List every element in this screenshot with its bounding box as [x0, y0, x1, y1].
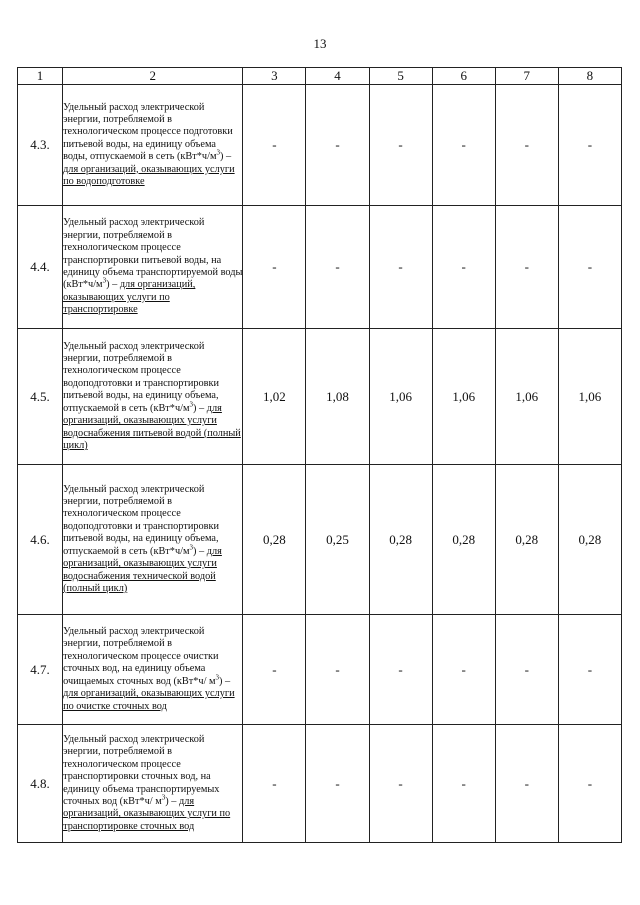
table-row [18, 85, 622, 206]
row-description [63, 615, 243, 725]
value-cell: - [369, 725, 432, 843]
indicators-table [17, 67, 622, 843]
value-cell: 0,28 [243, 465, 306, 615]
description-text: ) – [193, 402, 207, 414]
description-text: Удельный расход электрической энергии, потребляемой в технологическом процессе очистки сточных вод, на единицу объема очищаемых сточных вод (кВт*ч/ м [63, 626, 219, 687]
description-text: ) – [165, 795, 179, 807]
header-cell: 2 [63, 68, 243, 85]
value-cell: - [243, 85, 306, 206]
value-cell: - [558, 206, 621, 329]
value-cell: - [306, 206, 369, 329]
value-cell: - [495, 206, 558, 329]
value-cell: 0,28 [369, 465, 432, 615]
value-cell: 1,06 [432, 329, 495, 465]
value-cell: - [369, 85, 432, 206]
row-description [63, 725, 243, 843]
header-cell: 7 [495, 68, 558, 85]
row-description [63, 206, 243, 329]
description-underlined: для организаций, оказывающих услуги по транспортировке сточных вод [63, 795, 231, 832]
superscript: 3 [102, 276, 107, 285]
value-cell: - [243, 206, 306, 329]
superscript: 3 [161, 793, 166, 802]
value-cell: 0,28 [432, 465, 495, 615]
table-row [18, 329, 622, 465]
value-cell: - [432, 206, 495, 329]
superscript: 3 [216, 148, 220, 157]
description-text: ) – [193, 545, 207, 557]
value-cell: - [306, 85, 369, 206]
value-cell: - [432, 85, 495, 206]
row-number: 4.3. [18, 85, 63, 206]
row-number: 4.7. [18, 615, 63, 725]
row-description [63, 85, 243, 206]
description-text: Удельный расход электрической энергии, потребляемой в технологическом процессе водоподготовки и транспортировки питьевой воды, на единицу объема, отпускаемой в сеть (кВт*ч/м [63, 340, 219, 414]
value-cell: 0,25 [306, 465, 369, 615]
value-cell: - [243, 615, 306, 725]
description-underlined: для организаций, оказывающих услуги водоснабжения технической водой (полный цикл) [63, 545, 222, 594]
value-cell: 1,06 [495, 329, 558, 465]
row-number: 4.4. [18, 206, 63, 329]
value-cell: 1,06 [369, 329, 432, 465]
value-cell: 0,28 [558, 465, 621, 615]
description-text: Удельный расход электрической энергии, потребляемой в технологическом процессе подготовки питьевой воды, на единицу объема воды, отпускаемой в сеть (кВт*ч/м [63, 101, 233, 163]
table-row [18, 615, 622, 725]
description-text: Удельный расход электрической энергии, потребляемой в технологическом процессе транспортировки сточных вод, на единицу объема транспортируемых сточных вод (кВт*ч/ м [63, 733, 220, 807]
value-cell: - [369, 615, 432, 725]
row-number: 4.6. [18, 465, 63, 615]
value-cell: - [243, 725, 306, 843]
value-cell: 0,28 [495, 465, 558, 615]
description-text: Удельный расход электрической энергии, потребляемой в технологическом процессе транспортировки питьевой воды, на единицу объема транспортируемой воды (кВт*ч/м [63, 217, 243, 291]
value-cell: - [495, 725, 558, 843]
value-cell: - [495, 615, 558, 725]
description-text: ) – [219, 151, 232, 163]
value-cell: 1,06 [558, 329, 621, 465]
header-cell: 8 [558, 68, 621, 85]
page-number: 13 [313, 36, 327, 51]
header-cell: 5 [369, 68, 432, 85]
value-cell: - [558, 615, 621, 725]
row-number: 4.5. [18, 329, 63, 465]
value-cell: - [306, 725, 369, 843]
value-cell: 1,08 [306, 329, 369, 465]
header-cell: 3 [243, 68, 306, 85]
value-cell: - [432, 615, 495, 725]
value-cell: - [558, 725, 621, 843]
value-cell: - [558, 85, 621, 206]
description-underlined: для организаций, оказывающих услуги по очистке сточных вод [63, 688, 235, 712]
row-description [63, 465, 243, 615]
header-cell: 6 [432, 68, 495, 85]
table-row [18, 725, 622, 843]
row-description [63, 329, 243, 465]
description-underlined: для организаций, оказывающих услуги по водоподготовке [63, 163, 235, 188]
value-cell: 1,02 [243, 329, 306, 465]
value-cell: - [495, 85, 558, 206]
superscript: 3 [215, 673, 220, 682]
value-cell: - [432, 725, 495, 843]
superscript: 3 [189, 400, 194, 409]
superscript: 3 [189, 543, 194, 552]
header-cell: 1 [18, 68, 63, 85]
row-number: 4.8. [18, 725, 63, 843]
header-cell: 4 [306, 68, 369, 85]
description-text: Удельный расход электрической энергии, потребляемой в технологическом процессе водоподготовки и транспортировки питьевой воды, на единицу объема, отпускаемой в сеть (кВт*ч/м [63, 483, 219, 557]
description-underlined: для организаций, оказывающих услуги водоснабжения питьевой водой (полный цикл) [63, 402, 241, 451]
header-row [18, 68, 622, 85]
description-text: ) – [106, 279, 120, 291]
description-text: ) – [219, 675, 231, 687]
description-underlined: для организаций, оказывающих услуги по транспортировке [63, 279, 196, 316]
value-cell: - [369, 206, 432, 329]
table-row [18, 206, 622, 329]
table-row [18, 465, 622, 615]
value-cell: - [306, 615, 369, 725]
